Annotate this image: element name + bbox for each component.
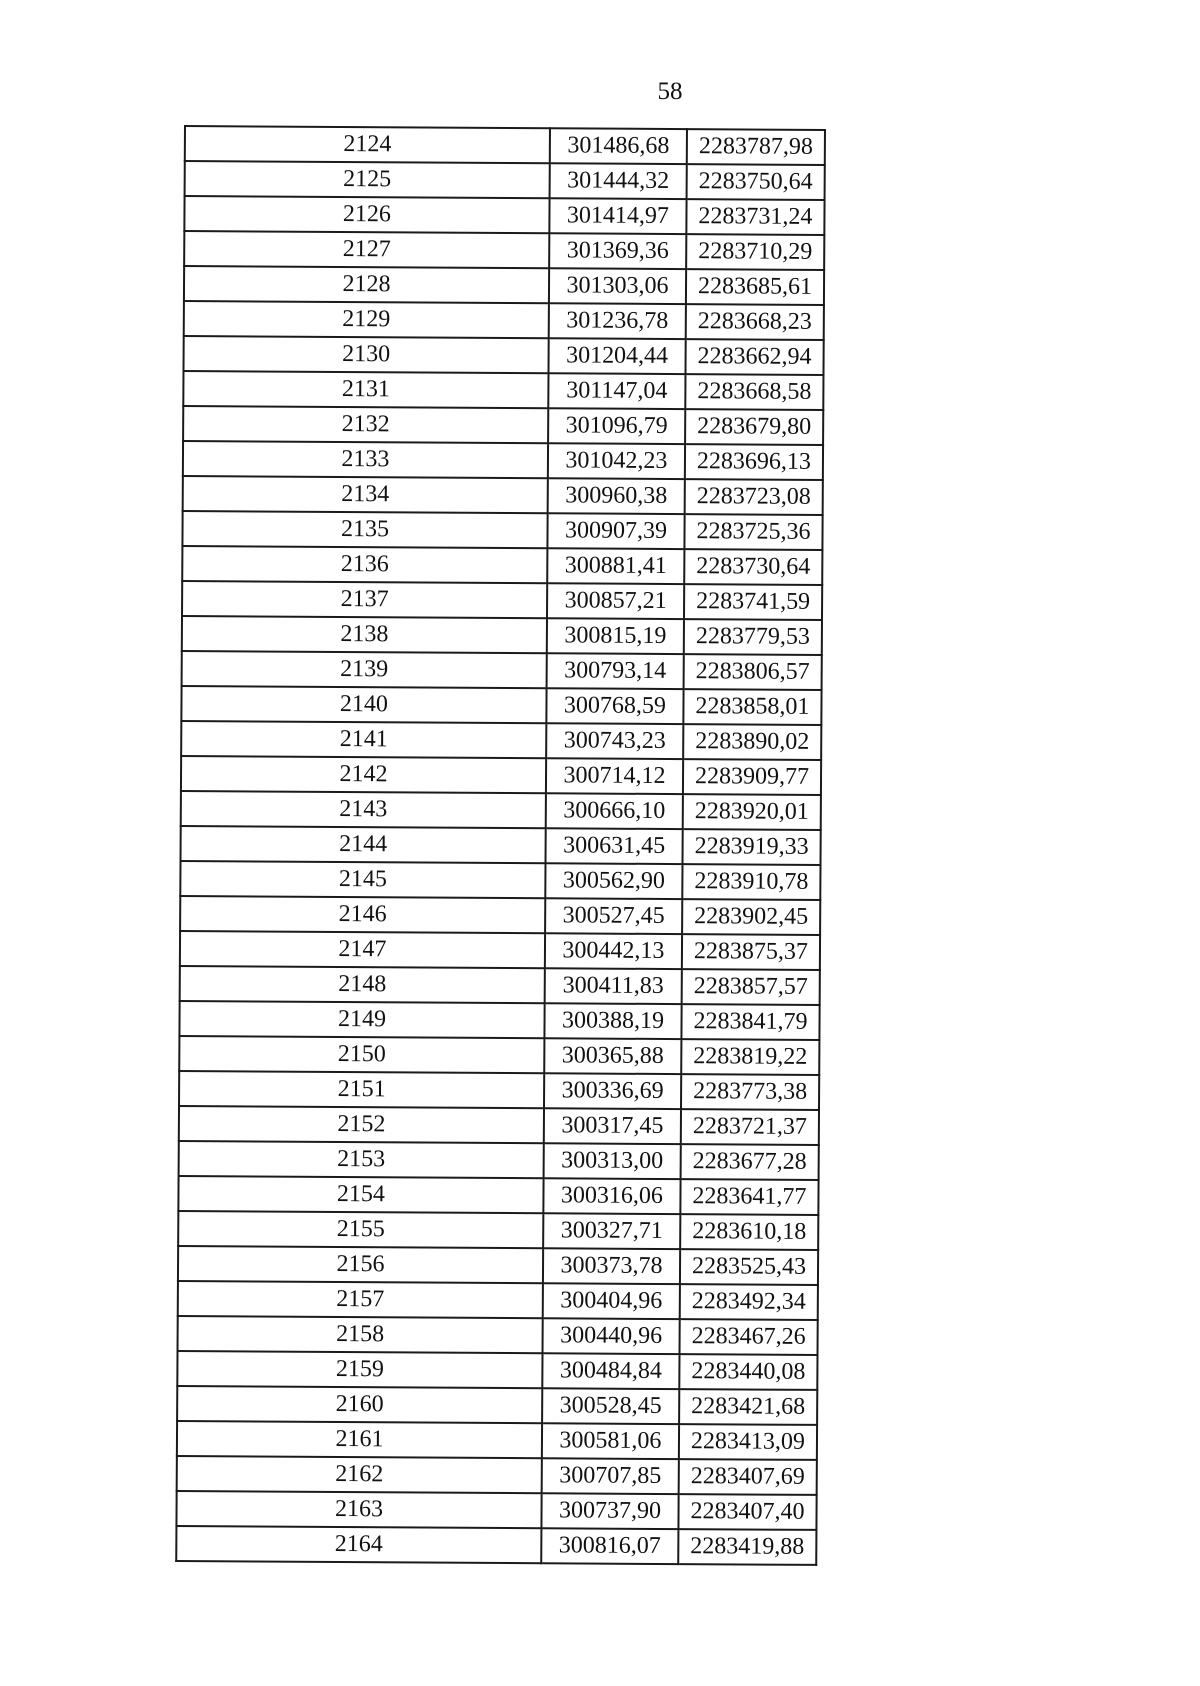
- x-coordinate-cell: 300960,38: [548, 478, 685, 514]
- table-row: [179, 1071, 819, 1110]
- y-coordinate-cell: 2283919,33: [683, 829, 821, 865]
- table-row: [179, 1001, 819, 1040]
- point-number-cell: 2152: [179, 1106, 544, 1143]
- point-number-cell: 2155: [178, 1211, 543, 1248]
- point-number-cell: 2126: [184, 196, 549, 233]
- y-coordinate-cell: 2283806,57: [684, 654, 822, 690]
- y-coordinate-cell: 2283858,01: [683, 689, 821, 725]
- table-row: [182, 511, 822, 550]
- point-number-cell: 2139: [182, 651, 547, 688]
- y-coordinate-cell: 2283421,68: [679, 1389, 817, 1425]
- point-number-cell: 2135: [182, 511, 547, 548]
- y-coordinate-cell: 2283677,28: [681, 1144, 819, 1180]
- table-row: [182, 616, 822, 655]
- x-coordinate-cell: 300768,59: [546, 688, 683, 724]
- table-row: [184, 336, 824, 375]
- y-coordinate-cell: 2283525,43: [680, 1249, 818, 1285]
- table-row: [179, 1141, 819, 1180]
- point-number-cell: 2144: [181, 826, 546, 863]
- point-number-cell: 2159: [177, 1351, 542, 1388]
- x-coordinate-cell: 301369,36: [549, 233, 686, 269]
- table-row: [182, 581, 822, 620]
- table-row: [178, 1211, 818, 1250]
- x-coordinate-cell: 300707,85: [542, 1458, 679, 1494]
- x-coordinate-cell: 300317,45: [544, 1108, 681, 1144]
- table-row: [177, 1351, 817, 1390]
- point-number-cell: 2133: [183, 441, 548, 478]
- y-coordinate-cell: 2283875,37: [682, 934, 820, 970]
- point-number-cell: 2129: [184, 301, 549, 338]
- table-row: [185, 126, 825, 165]
- point-number-cell: 2145: [180, 861, 545, 898]
- table-row: [182, 546, 822, 585]
- point-number-cell: 2132: [183, 406, 548, 443]
- point-number-cell: 2142: [181, 756, 546, 793]
- y-coordinate-cell: 2283662,94: [685, 339, 823, 375]
- y-coordinate-cell: 2283641,77: [680, 1179, 818, 1215]
- point-number-cell: 2158: [178, 1316, 543, 1353]
- y-coordinate-cell: 2283750,64: [687, 164, 825, 200]
- y-coordinate-cell: 2283730,64: [684, 549, 822, 585]
- table-row: [176, 1526, 816, 1565]
- x-coordinate-cell: 300484,84: [542, 1353, 679, 1389]
- coordinates-table: [175, 125, 826, 1566]
- x-coordinate-cell: 300581,06: [542, 1423, 679, 1459]
- y-coordinate-cell: 2283467,26: [680, 1319, 818, 1355]
- x-coordinate-cell: 300313,00: [544, 1143, 681, 1179]
- y-coordinate-cell: 2283696,13: [685, 444, 823, 480]
- x-coordinate-cell: 300816,07: [541, 1528, 678, 1564]
- coordinates-table-body: [176, 126, 825, 1565]
- point-number-cell: 2161: [177, 1421, 542, 1458]
- table-row: [183, 441, 823, 480]
- table-row: [180, 896, 820, 935]
- y-coordinate-cell: 2283440,08: [679, 1354, 817, 1390]
- y-coordinate-cell: 2283679,80: [685, 409, 823, 445]
- x-coordinate-cell: 300737,90: [541, 1493, 678, 1529]
- y-coordinate-cell: 2283819,22: [681, 1039, 819, 1075]
- x-coordinate-cell: 300857,21: [547, 583, 684, 619]
- table-row: [180, 931, 820, 970]
- table-row: [184, 301, 824, 340]
- y-coordinate-cell: 2283668,23: [686, 304, 824, 340]
- point-number-cell: 2124: [185, 126, 550, 163]
- y-coordinate-cell: 2283413,09: [679, 1424, 817, 1460]
- y-coordinate-cell: 2283902,45: [682, 899, 820, 935]
- x-coordinate-cell: 300528,45: [542, 1388, 679, 1424]
- table-row: [178, 1281, 818, 1320]
- y-coordinate-cell: 2283725,36: [684, 514, 822, 550]
- table-row: [181, 791, 821, 830]
- point-number-cell: 2154: [178, 1176, 543, 1213]
- y-coordinate-cell: 2283779,53: [684, 619, 822, 655]
- table-row: [181, 686, 821, 725]
- point-number-cell: 2148: [180, 966, 545, 1003]
- y-coordinate-cell: 2283787,98: [687, 129, 825, 165]
- point-number-cell: 2146: [180, 896, 545, 933]
- x-coordinate-cell: 300327,71: [543, 1213, 680, 1249]
- x-coordinate-cell: 300793,14: [547, 653, 684, 689]
- x-coordinate-cell: 301444,32: [550, 163, 687, 199]
- page-number: 58: [657, 78, 683, 105]
- y-coordinate-cell: 2283920,01: [683, 794, 821, 830]
- point-number-cell: 2160: [177, 1386, 542, 1423]
- x-coordinate-cell: 300666,10: [546, 793, 683, 829]
- table-row: [182, 651, 822, 690]
- table-row: [183, 406, 823, 445]
- point-number-cell: 2149: [179, 1001, 544, 1038]
- table-row: [181, 756, 821, 795]
- table-row: [177, 1386, 817, 1425]
- x-coordinate-cell: 300404,96: [543, 1283, 680, 1319]
- x-coordinate-cell: 300527,45: [545, 898, 682, 934]
- table-row: [178, 1246, 818, 1285]
- x-coordinate-cell: 300388,19: [544, 1003, 681, 1039]
- table-row: [179, 1036, 819, 1075]
- table-row: [181, 826, 821, 865]
- x-coordinate-cell: 301236,78: [549, 303, 686, 339]
- x-coordinate-cell: 300815,19: [547, 618, 684, 654]
- y-coordinate-cell: 2283731,24: [686, 199, 824, 235]
- y-coordinate-cell: 2283857,57: [682, 969, 820, 1005]
- y-coordinate-cell: 2283909,77: [683, 759, 821, 795]
- table-row: [177, 1456, 817, 1495]
- x-coordinate-cell: 300336,69: [544, 1073, 681, 1109]
- x-coordinate-cell: 300365,88: [544, 1038, 681, 1074]
- x-coordinate-cell: 301042,23: [548, 443, 685, 479]
- point-number-cell: 2130: [184, 336, 549, 373]
- point-number-cell: 2137: [182, 581, 547, 618]
- point-number-cell: 2162: [177, 1456, 542, 1493]
- point-number-cell: 2143: [181, 791, 546, 828]
- point-number-cell: 2131: [183, 371, 548, 408]
- point-number-cell: 2127: [184, 231, 549, 268]
- point-number-cell: 2138: [182, 616, 547, 653]
- x-coordinate-cell: 300907,39: [547, 513, 684, 549]
- point-number-cell: 2147: [180, 931, 545, 968]
- point-number-cell: 2141: [181, 721, 546, 758]
- y-coordinate-cell: 2283492,34: [680, 1284, 818, 1320]
- y-coordinate-cell: 2283890,02: [683, 724, 821, 760]
- point-number-cell: 2156: [178, 1246, 543, 1283]
- x-coordinate-cell: 301147,04: [548, 373, 685, 409]
- x-coordinate-cell: 300440,96: [543, 1318, 680, 1354]
- table-row: [184, 196, 824, 235]
- x-coordinate-cell: 300881,41: [547, 548, 684, 584]
- x-coordinate-cell: 301486,68: [550, 128, 687, 164]
- point-number-cell: 2128: [184, 266, 549, 303]
- y-coordinate-cell: 2283407,40: [678, 1494, 816, 1530]
- x-coordinate-cell: 301303,06: [549, 268, 686, 304]
- x-coordinate-cell: 300442,13: [545, 933, 682, 969]
- table-row: [177, 1421, 817, 1460]
- point-number-cell: 2153: [179, 1141, 544, 1178]
- table-row: [183, 476, 823, 515]
- point-number-cell: 2164: [176, 1526, 541, 1563]
- x-coordinate-cell: 300373,78: [543, 1248, 680, 1284]
- table-row: [185, 161, 825, 200]
- table-row: [176, 1491, 816, 1530]
- y-coordinate-cell: 2283668,58: [685, 374, 823, 410]
- table-row: [181, 721, 821, 760]
- table-row: [183, 371, 823, 410]
- point-number-cell: 2136: [182, 546, 547, 583]
- x-coordinate-cell: 300316,06: [543, 1178, 680, 1214]
- y-coordinate-cell: 2283741,59: [684, 584, 822, 620]
- point-number-cell: 2125: [185, 161, 550, 198]
- y-coordinate-cell: 2283610,18: [680, 1214, 818, 1250]
- y-coordinate-cell: 2283841,79: [681, 1004, 819, 1040]
- point-number-cell: 2150: [179, 1036, 544, 1073]
- x-coordinate-cell: 300743,23: [546, 723, 683, 759]
- table-row: [180, 966, 820, 1005]
- table-row: [184, 266, 824, 305]
- point-number-cell: 2151: [179, 1071, 544, 1108]
- table-row: [178, 1316, 818, 1355]
- x-coordinate-cell: 301204,44: [548, 338, 685, 374]
- y-coordinate-cell: 2283407,69: [679, 1459, 817, 1495]
- y-coordinate-cell: 2283419,88: [678, 1529, 816, 1565]
- y-coordinate-cell: 2283685,61: [686, 269, 824, 305]
- point-number-cell: 2163: [176, 1491, 541, 1528]
- x-coordinate-cell: 300714,12: [546, 758, 683, 794]
- table-row: [178, 1176, 818, 1215]
- point-number-cell: 2134: [183, 476, 548, 513]
- x-coordinate-cell: 301414,97: [549, 198, 686, 234]
- x-coordinate-cell: 301096,79: [548, 408, 685, 444]
- y-coordinate-cell: 2283721,37: [681, 1109, 819, 1145]
- y-coordinate-cell: 2283710,29: [686, 234, 824, 270]
- point-number-cell: 2140: [181, 686, 546, 723]
- x-coordinate-cell: 300562,90: [545, 863, 682, 899]
- table-row: [179, 1106, 819, 1145]
- x-coordinate-cell: 300631,45: [546, 828, 683, 864]
- point-number-cell: 2157: [178, 1281, 543, 1318]
- y-coordinate-cell: 2283910,78: [682, 864, 820, 900]
- table-row: [180, 861, 820, 900]
- y-coordinate-cell: 2283723,08: [685, 479, 823, 515]
- table-row: [184, 231, 824, 270]
- y-coordinate-cell: 2283773,38: [681, 1074, 819, 1110]
- x-coordinate-cell: 300411,83: [545, 968, 682, 1004]
